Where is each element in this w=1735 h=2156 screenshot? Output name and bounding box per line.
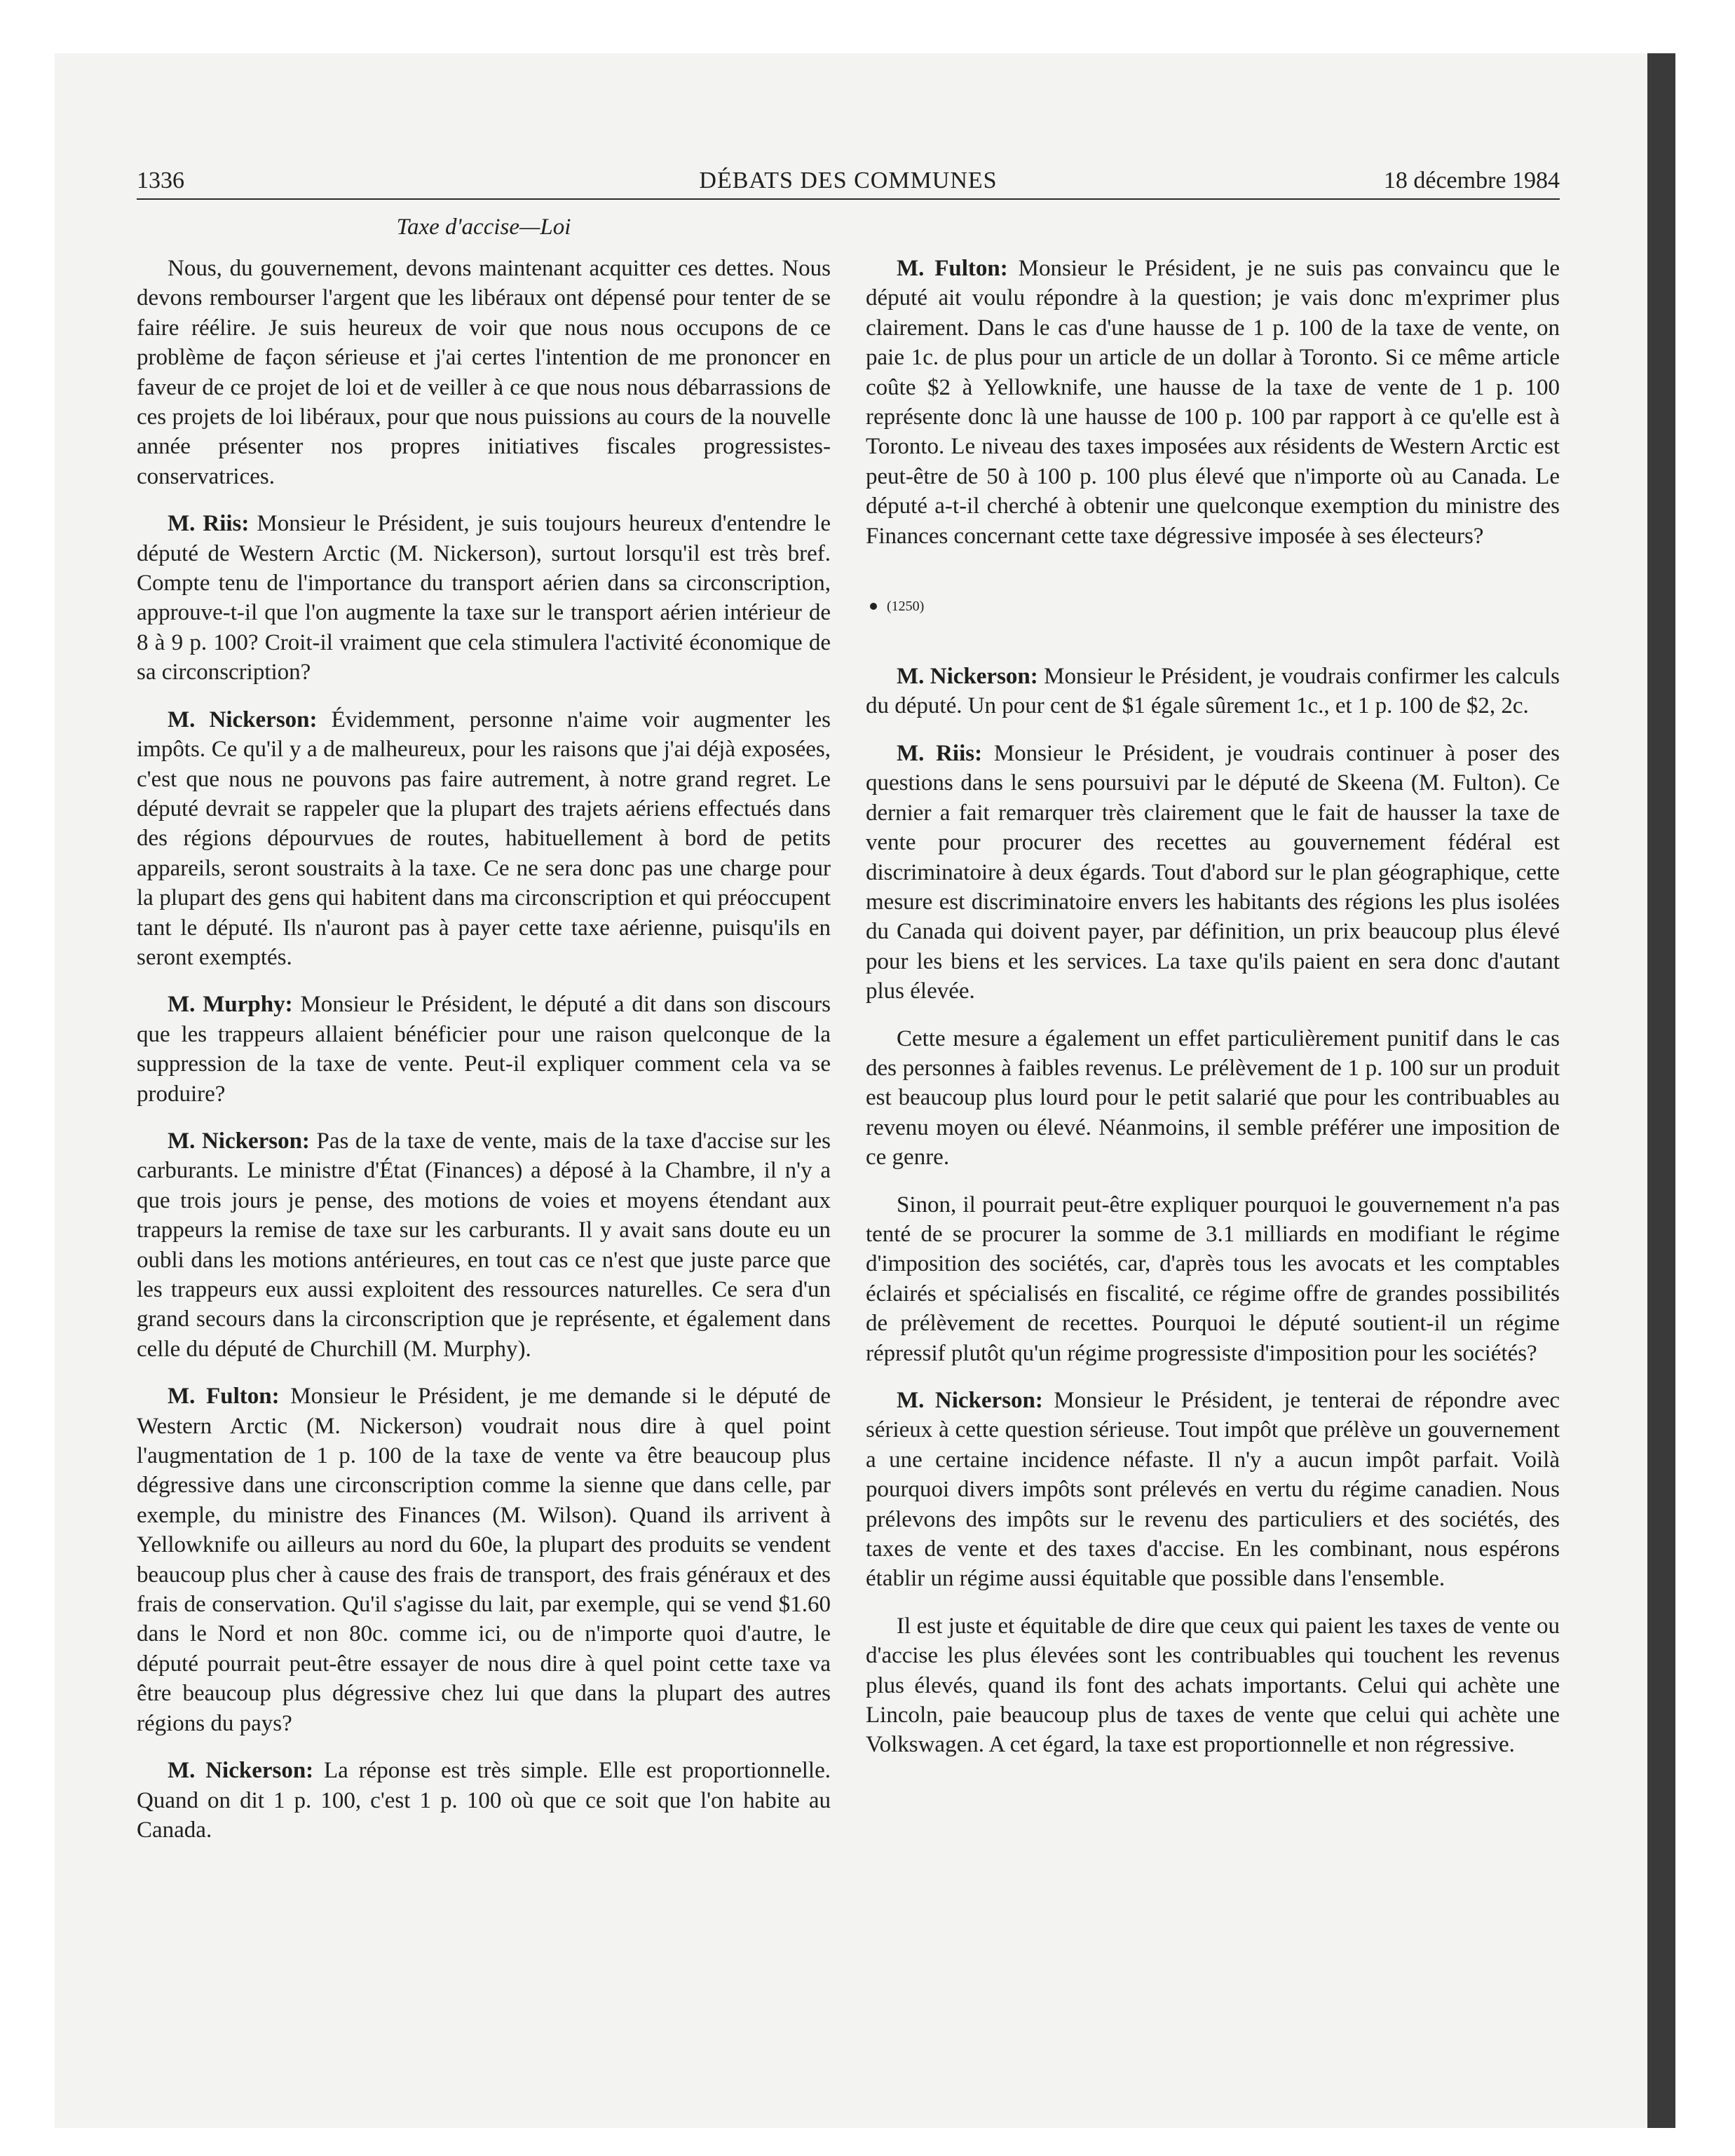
- section-title: Taxe d'accise—Loi: [396, 214, 571, 240]
- publication-title: DÉBATS DES COMMUNES: [699, 168, 998, 193]
- timestamp-text: (1250): [887, 599, 925, 615]
- speaker-name: M. Nickerson:: [897, 1388, 1043, 1413]
- speaker-name: M. Fulton:: [897, 256, 1008, 281]
- paragraph: [866, 254, 1560, 551]
- left-column: [137, 254, 831, 1862]
- header-rule: [137, 198, 1560, 200]
- paragraph: [137, 705, 831, 973]
- paragraph: [866, 1190, 1560, 1368]
- timestamp: [866, 592, 1560, 621]
- bullet-icon: [870, 603, 877, 610]
- paragraph: [137, 509, 831, 687]
- paragraph: [866, 662, 1560, 721]
- paragraph-text: Il est juste et équitable de dire que ceux qui paient les taxes de vente ou d'accise les plus élevées sont les contribuables qui touchent les revenus plus élevés, quand ils font des achats importants. Celui qui achète une Lincoln, paie beaucoup plus de taxes de vente que celui qui achète une Volkswagen. A cet égard, la taxe est proportionnelle et non régressive.: [866, 1613, 1560, 1758]
- paragraph-text: Pas de la taxe de vente, mais de la taxe d'accise sur les carburants. Le ministre d'État (Finances) a déposé à la Chambre, il n'y a que trois jours je pense, des motions de voies et moyens étendant aux trappeurs la remise de taxe sur les carburants. Il y avait sans doute eu un oubli dans les motions antérieures, en tout cas ce n'est que juste parce que les trappeurs eux aussi exploitent des ressources naturelles. Ce sera d'un grand secours dans la circonscription que je représente, et également dans celle du député de Churchill (M. Murphy).: [137, 1128, 831, 1362]
- paragraph: [137, 1126, 831, 1364]
- paragraph: [137, 1381, 831, 1738]
- speaker-name: M. Nickerson:: [168, 707, 318, 732]
- paragraph-text: Monsieur le Président, je tenterai de répondre avec sérieux à cette question sérieuse. Tout impôt que prélève un gouvernement a une certaine incidence néfaste. Il n'y a aucun impôt parfait. Voilà pourquoi divers impôts sont prélevés en vertu du régime canadien. Nous prélevons des impôts sur le revenu des particuliers et des sociétés, des taxes de vente et des taxes d'accise. En les combinant, nous espérons établir un régime aussi équitable que possible dans l'ensemble.: [866, 1388, 1560, 1592]
- paragraph: [866, 739, 1560, 1007]
- page-number: 1336: [137, 168, 184, 193]
- paragraph-text: La réponse est très simple. Elle est proportionnelle. Quand on dit 1 p. 100, c'est 1 p. 100 où que ce soit que l'on habite au Canada.: [137, 1758, 831, 1843]
- scan-edge-bar: [1647, 53, 1675, 2128]
- paragraph-text: Monsieur le Président, je suis toujours heureux d'entendre le député de Western Arctic (M. Nickerson), surtout lorsqu'il est très bref. Compte tenu de l'importance du transport aérien dans sa circonscription, approuve-t-il que l'on augmente la taxe sur le transport aérien intérieur de 8 à 9 p. 100? Croit-il vraiment que cela stimulera l'activité économique de sa circonscription?: [137, 511, 831, 685]
- speaker-name: M. Fulton:: [168, 1384, 280, 1410]
- paragraph: [137, 990, 831, 1109]
- paragraph-text: Sinon, il pourrait peut-être expliquer pourquoi le gouvernement n'a pas tenté de se procurer la somme de 3.1 milliards en modifiant le régime d'imposition des sociétés, car, d'après tous les avocats et les comptables éclairés et spécialisés en fiscalité, ce régime offre de grandes possibilités de prélèvement de recettes. Pourquoi le député soutient-il un régime répressif plutôt qu'un régime progressiste d'imposition pour les sociétés?: [866, 1192, 1560, 1366]
- page-header: [137, 163, 1560, 199]
- speaker-name: M. Riis:: [168, 511, 250, 537]
- speaker-name: M. Nickerson:: [897, 664, 1038, 690]
- paragraph-text: Monsieur le Président, je me demande si le député de Western Arctic (M. Nickerson) voudrait nous dire à quel point l'augmentation de 1 p. 100 de la taxe de vente va être beaucoup plus dégressive dans une circonscription comme la sienne que dans celle, par exemple, du ministre des Finances (M. Wilson). Quand ils arrivent à Yellowknife ou ailleurs au nord du 60e, la plupart des produits se vendent beaucoup plus cher à cause des frais de transport, des frais généraux et des frais de conservation. Qu'il s'agisse du lait, par exemple, qui se vend $1.60 dans le Nord et non 80c. comme ici, ou de n'importe quoi d'autre, le député pourrait peut-être essayer de nous dire à quel point cette taxe va être beaucoup plus dégressive chez lui que dans la plupart des autres régions du pays?: [137, 1384, 831, 1736]
- speaker-name: M. Murphy:: [168, 992, 293, 1018]
- speaker-name: M. Nickerson:: [168, 1758, 314, 1784]
- paragraph-text: Nous, du gouvernement, devons maintenant acquitter ces dettes. Nous devons rembourser l'argent que les libéraux ont dépensé pour tenter de se faire réélire. Je suis heureux de voir que nous nous occupons de ce problème de façon sérieuse et j'ai certes l'intention de me prononcer en faveur de ce projet de loi et de veiller à ce que nous nous débarrassions de ces projets de loi libéraux, pour que nous puissions au cours de la nouvelle année présenter nos propres initiatives fiscales progressistes-conservatrices.: [137, 256, 831, 489]
- paragraph-text: Monsieur le Président, je ne suis pas convaincu que le député ait voulu répondre à la question; je vais donc m'exprimer plus clairement. Dans le cas d'une hausse de 1 p. 100 de la taxe de vente, on paie 1c. de plus pour un article de un dollar à Toronto. Si ce même article coûte $2 à Yellowknife, une hausse de la taxe de vente de 1 p. 100 représente donc là une hausse de 100 p. 100 par rapport à ce qu'elle est à Toronto. Le niveau des taxes imposées aux résidents de Western Arctic est peut-être de 50 à 100 p. 100 plus élevé que n'importe où au Canada. Le député a-t-il cherché à obtenir une quelconque exemption du ministre des Finances concernant cette taxe dégressive imposée à ses électeurs?: [866, 256, 1560, 549]
- page-date: 18 décembre 1984: [1383, 168, 1560, 193]
- paragraph: [866, 1024, 1560, 1173]
- paragraph-text: Monsieur le Président, le député a dit dans son discours que les trappeurs allaient bénéficier pour une raison quelconque de la suppression de la taxe de vente. Peut-il expliquer comment cela va se produire?: [137, 992, 831, 1107]
- paragraph: [866, 1611, 1560, 1760]
- speaker-name: M. Nickerson:: [168, 1128, 310, 1154]
- right-column: [866, 254, 1560, 1778]
- speaker-name: M. Riis:: [897, 740, 983, 766]
- paragraph-text: Évidemment, personne n'aime voir augmenter les impôts. Ce qu'il y a de malheureux, pour les raisons que j'ai déjà exposées, c'est que nous ne pouvons pas faire autrement, à notre grand regret. Le député devrait se rappeler que la plupart des trajets aériens effectués dans des régions dépourvues de routes, habituellement à bord de petits appareils, seront soustraits à la taxe. Ce ne sera donc pas une charge pour la plupart des gens qui habitent dans ma circonscription et qui préoccupent tant le député. Ils n'auront pas à payer cette taxe aérienne, puisqu'ils en seront exemptés.: [137, 707, 831, 970]
- paragraph-text: Monsieur le Président, je voudrais continuer à poser des questions dans le sens poursuivi par le député de Skeena (M. Fulton). Ce dernier a fait remarquer très clairement que le fait de hausser la taxe de vente pour procurer des recettes au gouvernement fédéral est discriminatoire à deux égards. Tout d'abord sur le plan géographique, cette mesure est discriminatoire envers les habitants des régions les plus isolées du Canada qui doivent payer, par définition, un prix beaucoup plus élevé pour les biens et les services. La taxe qu'ils paient en sera donc d'autant plus élevée.: [866, 740, 1560, 1004]
- paragraph: [866, 1386, 1560, 1594]
- paragraph-text: Monsieur le Président, je voudrais confirmer les calculs du député. Un pour cent de $1 égale sûrement 1c., et 1 p. 100 de $2, 2c.: [866, 664, 1560, 719]
- paragraph-text: Cette mesure a également un effet particulièrement punitif dans le cas des personnes à faibles revenus. Le prélèvement de 1 p. 100 sur un produit est beaucoup plus lourd pour le petit salarié que pour les contribuables au revenu moyen ou élevé. Néanmoins, il semble préférer une imposition de ce genre.: [866, 1025, 1560, 1171]
- paragraph: [137, 254, 831, 491]
- paragraph: [137, 1756, 831, 1845]
